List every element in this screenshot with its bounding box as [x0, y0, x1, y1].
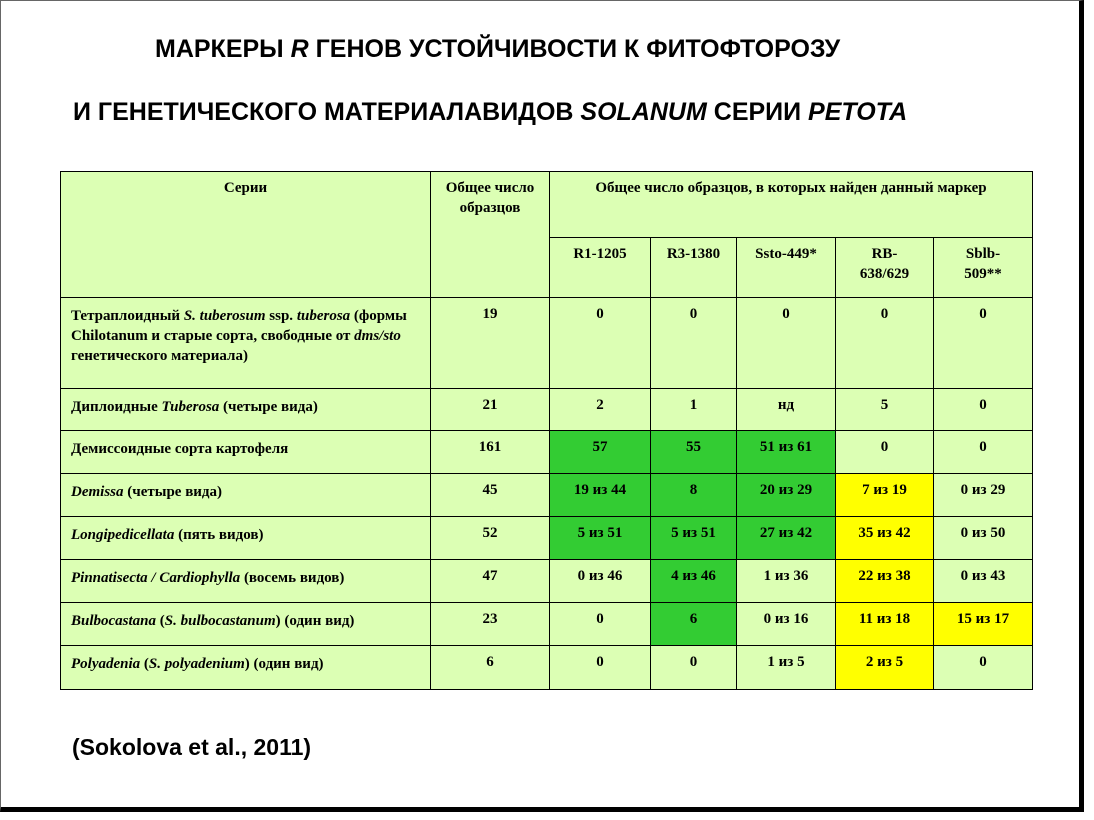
series-name: Pinnatisecta / Cardiophylla (восемь видов) [61, 560, 431, 603]
value-cell: 22 из 38 [836, 560, 934, 603]
table-row [61, 298, 1033, 389]
value-cell: 5 из 51 [550, 517, 651, 560]
source-citation: (Sokolova et al., 2011) [72, 734, 312, 760]
header-marker: R1-1205 [550, 238, 651, 298]
value-cell: 0 [550, 298, 651, 389]
title-line-1: МАРКЕРЫ R ГЕНОВ УСТОЙЧИВОСТИ К ФИТОФТОРОЗУ [155, 35, 841, 63]
header-marker: Ssto-449* [737, 238, 836, 298]
value-cell: 0 [651, 646, 737, 690]
value-cell: 20 из 29 [737, 474, 836, 517]
table-row [61, 474, 1033, 517]
value-cell: 5 из 51 [651, 517, 737, 560]
table-row [61, 646, 1033, 690]
value-cell: 0 из 46 [550, 560, 651, 603]
series-name: Longipedicellata (пять видов) [61, 517, 431, 560]
value-cell: 0 [550, 603, 651, 646]
value-cell: 19 из 44 [550, 474, 651, 517]
header-total: Общее число образцов [431, 172, 550, 298]
series-name: Bulbocastana (S. bulbocastanum) (один вид) [61, 603, 431, 646]
value-cell: нд [737, 389, 836, 431]
value-cell: 0 из 50 [934, 517, 1033, 560]
table-row [61, 560, 1033, 603]
value-cell: 6 [651, 603, 737, 646]
series-name: Диплоидные Tuberosa (четыре вида) [61, 389, 431, 431]
value-cell: 1 из 36 [737, 560, 836, 603]
value-cell: 0 из 43 [934, 560, 1033, 603]
table-row [61, 517, 1033, 560]
value-cell: 0 [651, 298, 737, 389]
value-cell: 11 из 18 [836, 603, 934, 646]
total-cell: 23 [431, 603, 550, 646]
value-cell: 2 из 5 [836, 646, 934, 690]
header-marker: Sblb-509** [934, 238, 1033, 298]
table-row [61, 389, 1033, 431]
value-cell: 0 [934, 389, 1033, 431]
markers-table [60, 171, 1033, 690]
value-cell: 1 [651, 389, 737, 431]
value-cell: 0 из 29 [934, 474, 1033, 517]
header-found: Общее число образцов, в которых найден данный маркер [550, 172, 1033, 238]
value-cell: 7 из 19 [836, 474, 934, 517]
series-name: Тетраплоидный S. tuberosum ssp. tuberosa (формы Chilotanum и старые сорта, свободные от dms/sto генетического материала) [61, 298, 431, 389]
series-name: Polyadenia (S. polyadenium) (один вид) [61, 646, 431, 690]
value-cell: 0 из 16 [737, 603, 836, 646]
table-row [61, 431, 1033, 474]
value-cell: 0 [737, 298, 836, 389]
value-cell: 55 [651, 431, 737, 474]
value-cell: 51 из 61 [737, 431, 836, 474]
value-cell: 1 из 5 [737, 646, 836, 690]
value-cell: 5 [836, 389, 934, 431]
total-cell: 21 [431, 389, 550, 431]
value-cell: 8 [651, 474, 737, 517]
table-row [61, 603, 1033, 646]
title-line-2: И ГЕНЕТИЧЕСКОГО МАТЕРИАЛАВИДОВ SOLANUM СЕРИИ PETOTA [73, 98, 908, 126]
value-cell: 57 [550, 431, 651, 474]
value-cell: 0 [934, 298, 1033, 389]
value-cell: 0 [836, 298, 934, 389]
value-cell: 27 из 42 [737, 517, 836, 560]
series-name: Демиссоидные сорта картофеля [61, 431, 431, 474]
value-cell: 4 из 46 [651, 560, 737, 603]
value-cell: 0 [550, 646, 651, 690]
header-series: Серии [61, 172, 431, 298]
value-cell: 0 [836, 431, 934, 474]
total-cell: 161 [431, 431, 550, 474]
total-cell: 19 [431, 298, 550, 389]
total-cell: 45 [431, 474, 550, 517]
series-name: Demissa (четыре вида) [61, 474, 431, 517]
value-cell: 15 из 17 [934, 603, 1033, 646]
value-cell: 0 [934, 646, 1033, 690]
value-cell: 2 [550, 389, 651, 431]
header-marker: R3-1380 [651, 238, 737, 298]
value-cell: 35 из 42 [836, 517, 934, 560]
value-cell: 0 [934, 431, 1033, 474]
total-cell: 47 [431, 560, 550, 603]
total-cell: 52 [431, 517, 550, 560]
header-marker: RB-638/629 [836, 238, 934, 298]
total-cell: 6 [431, 646, 550, 690]
